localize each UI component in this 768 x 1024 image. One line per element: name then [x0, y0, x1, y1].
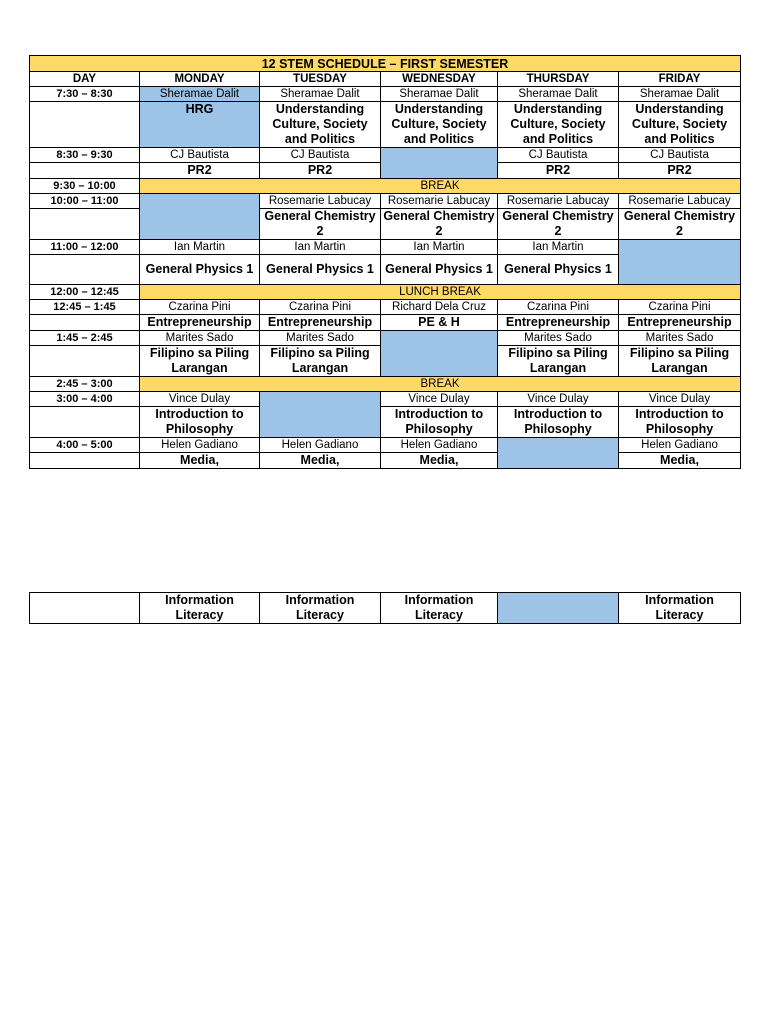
teacher-cell: Helen Gadiano [619, 438, 741, 453]
teacher-cell: Vince Dulay [381, 392, 498, 407]
time-slot: 7:30 – 8:30 [30, 87, 140, 102]
teacher-cell: Czarina Pini [140, 300, 260, 315]
time-slot: 3:00 – 4:00 [30, 392, 140, 407]
header-monday: MONDAY [140, 72, 260, 87]
teacher-cell: Vince Dulay [619, 392, 741, 407]
empty-slot [619, 240, 741, 285]
subject-cell: PR2 [619, 163, 741, 179]
subject-cell: General Chemistry 2 [381, 209, 498, 240]
subject-cell: Filipino sa Piling Larangan [260, 346, 381, 377]
subject-cell: General Chemistry 2 [260, 209, 381, 240]
subject-cell: Information Literacy [381, 593, 498, 624]
teacher-cell: Ian Martin [498, 240, 619, 255]
teacher-cell: Rosemarie Labucay [619, 194, 741, 209]
header-tuesday: TUESDAY [260, 72, 381, 87]
teacher-cell: Czarina Pini [260, 300, 381, 315]
break-row: BREAK [140, 377, 741, 392]
empty-slot [381, 148, 498, 179]
time-slot-continuation [30, 593, 140, 624]
subject-cell: Understanding Culture, Society and Politics [498, 102, 619, 148]
subject-cell: PR2 [260, 163, 381, 179]
subject-cell: General Physics 1 [498, 255, 619, 285]
subject-cell: Introduction to Philosophy [140, 407, 260, 438]
subject-cell: Information Literacy [140, 593, 260, 624]
time-slot: 12:45 – 1:45 [30, 300, 140, 315]
teacher-cell: Marites Sado [619, 331, 741, 346]
teacher-cell: CJ Bautista [498, 148, 619, 163]
teacher-cell: Ian Martin [140, 240, 260, 255]
header-wednesday: WEDNESDAY [381, 72, 498, 87]
subject-cell: Understanding Culture, Society and Politics [381, 102, 498, 148]
subject-cell: General Chemistry 2 [498, 209, 619, 240]
subject-cell: HRG [140, 102, 260, 148]
empty-slot [140, 194, 260, 240]
teacher-cell: Helen Gadiano [140, 438, 260, 453]
subject-cell: General Chemistry 2 [619, 209, 741, 240]
subject-cell: Filipino sa Piling Larangan [619, 346, 741, 377]
subject-cell: Introduction to Philosophy [381, 407, 498, 438]
time-slot: 8:30 – 9:30 [30, 148, 140, 163]
time-slot: 11:00 – 12:00 [30, 240, 140, 255]
teacher-cell: Richard Dela Cruz [381, 300, 498, 315]
teacher-cell: Marites Sado [140, 331, 260, 346]
subject-cell: General Physics 1 [140, 255, 260, 285]
teacher-cell: Ian Martin [260, 240, 381, 255]
teacher-cell: Sheramae Dalit [260, 87, 381, 102]
teacher-cell: Helen Gadiano [381, 438, 498, 453]
empty-slot [498, 593, 619, 624]
subject-cell: PR2 [498, 163, 619, 179]
empty-slot [381, 331, 498, 377]
subject-cell: Media, [140, 453, 260, 469]
teacher-cell: Sheramae Dalit [381, 87, 498, 102]
subject-cell: Filipino sa Piling Larangan [140, 346, 260, 377]
subject-cell: Information Literacy [260, 593, 381, 624]
lunch-break-row: LUNCH BREAK [140, 285, 741, 300]
teacher-cell: Sheramae Dalit [140, 87, 260, 102]
teacher-cell: Rosemarie Labucay [381, 194, 498, 209]
subject-cell: General Physics 1 [381, 255, 498, 285]
subject-cell: Understanding Culture, Society and Politics [619, 102, 741, 148]
time-slot-continuation [30, 407, 140, 438]
teacher-cell: CJ Bautista [140, 148, 260, 163]
subject-cell: Introduction to Philosophy [498, 407, 619, 438]
teacher-cell: Vince Dulay [140, 392, 260, 407]
subject-cell: Entrepreneurship [619, 315, 741, 331]
teacher-cell: Sheramae Dalit [619, 87, 741, 102]
teacher-cell: Helen Gadiano [260, 438, 381, 453]
time-slot-continuation [30, 209, 140, 240]
time-slot: 4:00 – 5:00 [30, 438, 140, 453]
teacher-cell: Rosemarie Labucay [498, 194, 619, 209]
subject-cell: Information Literacy [619, 593, 741, 624]
time-slot: 9:30 – 10:00 [30, 179, 140, 194]
time-slot-continuation [30, 163, 140, 179]
header-day: DAY [30, 72, 140, 87]
time-slot-continuation [30, 255, 140, 285]
teacher-cell: Czarina Pini [498, 300, 619, 315]
time-slot: 1:45 – 2:45 [30, 331, 140, 346]
subject-cell: Media, [381, 453, 498, 469]
teacher-cell: Czarina Pini [619, 300, 741, 315]
teacher-cell: CJ Bautista [260, 148, 381, 163]
break-row: BREAK [140, 179, 741, 194]
header-thursday: THURSDAY [498, 72, 619, 87]
time-slot: 2:45 – 3:00 [30, 377, 140, 392]
time-slot-continuation [30, 102, 140, 148]
teacher-cell: Ian Martin [381, 240, 498, 255]
teacher-cell: Marites Sado [260, 331, 381, 346]
time-slot-continuation [30, 315, 140, 331]
subject-cell: PE & H [381, 315, 498, 331]
time-slot-continuation [30, 346, 140, 377]
time-slot-continuation [30, 453, 140, 469]
subject-cell: Filipino sa Piling Larangan [498, 346, 619, 377]
subject-cell: PR2 [140, 163, 260, 179]
schedule-title: 12 STEM SCHEDULE – FIRST SEMESTER [30, 56, 741, 72]
teacher-cell: Marites Sado [498, 331, 619, 346]
teacher-cell: CJ Bautista [619, 148, 741, 163]
subject-cell: Entrepreneurship [140, 315, 260, 331]
time-slot: 10:00 – 11:00 [30, 194, 140, 209]
teacher-cell: Rosemarie Labucay [260, 194, 381, 209]
subject-cell: Media, [619, 453, 741, 469]
schedule-continuation-table [29, 592, 741, 624]
subject-cell: Entrepreneurship [260, 315, 381, 331]
subject-cell: General Physics 1 [260, 255, 381, 285]
subject-cell: Understanding Culture, Society and Politics [260, 102, 381, 148]
subject-cell: Introduction to Philosophy [619, 407, 741, 438]
subject-cell: Media, [260, 453, 381, 469]
empty-slot [260, 392, 381, 438]
teacher-cell: Vince Dulay [498, 392, 619, 407]
teacher-cell: Sheramae Dalit [498, 87, 619, 102]
time-slot: 12:00 – 12:45 [30, 285, 140, 300]
schedule-table [29, 55, 741, 469]
header-friday: FRIDAY [619, 72, 741, 87]
subject-cell: Entrepreneurship [498, 315, 619, 331]
empty-slot [498, 438, 619, 469]
